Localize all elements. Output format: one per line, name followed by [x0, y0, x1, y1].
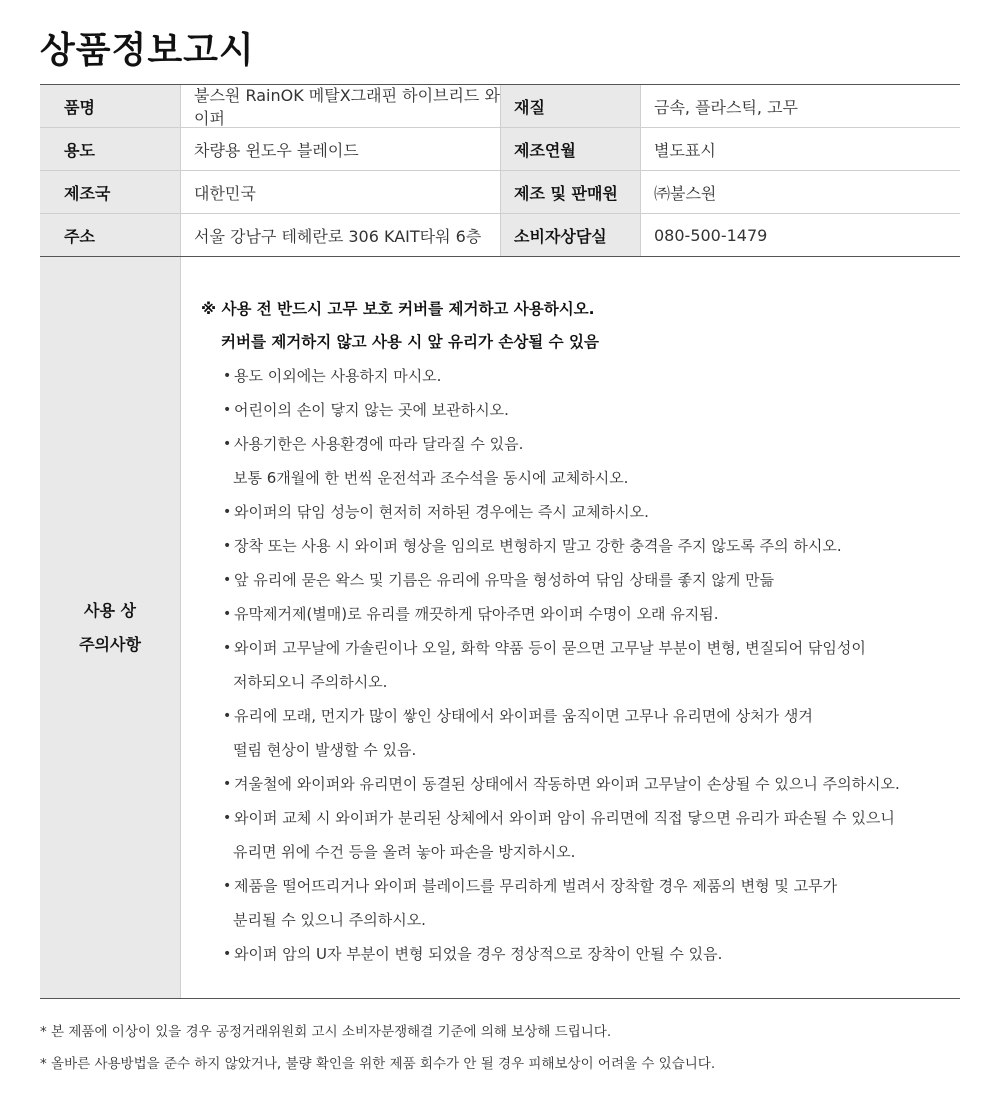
bullet-icon: •: [223, 776, 232, 792]
label-material: 재질: [500, 85, 640, 127]
footnotes: [40, 1016, 715, 1080]
bullet-icon: •: [223, 810, 232, 826]
caution-item-line: 분리될 수 있으니 주의하시오.: [233, 911, 426, 929]
bullet-icon: •: [223, 708, 232, 724]
caution-item-line: 겨울철에 와이퍼와 유리면이 동결된 상태에서 작동하면 와이퍼 고무날이 손상될 수 있으니 주의하시오.: [234, 775, 900, 793]
caution-item: [201, 359, 960, 393]
caution-item: [201, 869, 960, 937]
caution-item: [201, 393, 960, 427]
value-product-name: 불스원 RainOK 메탈X그래핀 하이브리드 와이퍼: [180, 85, 500, 127]
caution-label-line2: 주의사항: [79, 634, 141, 654]
caution-item-line: 어린이의 손이 닿지 않는 곳에 보관하시오.: [234, 401, 509, 419]
caution-item: [201, 529, 960, 563]
info-row-product-name: [40, 85, 960, 128]
product-info-table: [40, 84, 960, 999]
bullet-icon: •: [223, 878, 232, 894]
label-manufacturer: 제조 및 판매원: [500, 171, 640, 213]
info-row-address: [40, 214, 960, 257]
bullet-icon: •: [223, 368, 232, 384]
caution-item: [201, 699, 960, 767]
caution-item: [201, 427, 960, 495]
info-row-country: [40, 171, 960, 214]
label-product-name: 품명: [40, 85, 180, 127]
label-country: 제조국: [40, 171, 180, 213]
caution-label-line1: 사용 상: [84, 600, 136, 620]
caution-item-line: 와이퍼의 닦임 성능이 현저히 저하된 경우에는 즉시 교체하시오.: [234, 503, 649, 521]
bullet-icon: •: [223, 606, 232, 622]
value-usage: 차량용 윈도우 블레이드: [180, 128, 500, 170]
info-row-usage: [40, 128, 960, 171]
footnote: * 올바른 사용방법을 준수 하지 않았거나, 불량 확인을 위한 제품 회수가 안 될 경우 피해보상이 어려울 수 있습니다.: [40, 1056, 716, 1072]
caution-item-line: 유리에 모래, 먼지가 많이 쌓인 상태에서 와이퍼를 움직이면 고무나 유리면에 상처가 생겨: [234, 707, 813, 725]
caution-list: [201, 359, 960, 971]
bullet-icon: •: [223, 946, 232, 962]
bullet-icon: •: [223, 538, 232, 554]
caution-item-line: 유막제거제(별매)로 유리를 깨끗하게 닦아주면 와이퍼 수명이 오래 유지됨.: [234, 605, 719, 623]
bullet-icon: •: [223, 402, 232, 418]
value-material: 금속, 플라스틱, 고무: [640, 85, 960, 127]
bullet-icon: •: [223, 436, 232, 452]
caution-label: [40, 257, 180, 998]
bullet-icon: •: [223, 572, 232, 588]
bullet-icon: •: [223, 504, 232, 520]
caution-item: [201, 631, 960, 699]
caution-item-line: 보통 6개월에 한 번씩 운전석과 조수석을 동시에 교체하시오.: [233, 469, 629, 487]
value-address: 서울 강남구 테헤란로 306 KAIT타워 6층: [180, 214, 500, 256]
bullet-icon: •: [223, 640, 232, 656]
caution-item: [201, 767, 960, 801]
caution-item: [201, 597, 960, 631]
caution-item-line: 와이퍼 암의 U자 부분이 변형 되었을 경우 정상적으로 장착이 안될 수 있음.: [234, 945, 723, 963]
caution-item-line: 제품을 떨어뜨리거나 와이퍼 블레이드를 무리하게 벌려서 장착할 경우 제품의 변형 및 고무가: [234, 877, 838, 895]
caution-row: [40, 257, 960, 998]
caution-item: [201, 937, 960, 971]
caution-item-line: 떨림 현상이 발생할 수 있음.: [233, 741, 417, 759]
caution-item-line: 사용기한은 사용환경에 따라 달라질 수 있음.: [234, 435, 524, 453]
warning-sub: 커버를 제거하지 않고 사용 시 앞 유리가 손상될 수 있음: [221, 333, 599, 351]
value-manufacturer: ㈜불스원: [640, 171, 960, 213]
value-country: 대한민국: [180, 171, 500, 213]
label-manufacture-date: 제조연월: [500, 128, 640, 170]
caution-item-line: 앞 유리에 묻은 왁스 및 기름은 유리에 유막을 형성하여 닦임 상태를 좋지 않게 만듦: [234, 571, 775, 589]
label-customer-center: 소비자상담실: [500, 214, 640, 256]
caution-item: [201, 563, 960, 597]
caution-item-line: 유리면 위에 수건 등을 올려 놓아 파손을 방지하시오.: [233, 843, 576, 861]
label-usage: 용도: [40, 128, 180, 170]
caution-item: [201, 495, 960, 529]
caution-body: [180, 257, 960, 998]
caution-item-line: 와이퍼 교체 시 와이퍼가 분리된 상체에서 와이퍼 암이 유리면에 직접 닿으면 유리가 파손될 수 있으니: [234, 809, 895, 827]
caution-item-line: 저하되오니 주의하시오.: [233, 673, 388, 691]
caution-item-line: 장착 또는 사용 시 와이퍼 형상을 임의로 변형하지 말고 강한 충격을 주지 않도록 주의 하시오.: [234, 537, 842, 555]
caution-item-line: 용도 이외에는 사용하지 마시오.: [234, 367, 442, 385]
caution-item-line: 와이퍼 고무날에 가솔린이나 오일, 화학 약품 등이 묻으면 고무날 부분이 변형, 변질되어 닦임성이: [234, 639, 866, 657]
warning-main: ※ 사용 전 반드시 고무 보호 커버를 제거하고 사용하시오.: [201, 300, 595, 318]
footnote: * 본 제품에 이상이 있을 경우 공정거래위원회 고시 소비자분쟁해결 기준에 의해 보상해 드립니다.: [40, 1024, 612, 1040]
page-title: 상품정보고시: [40, 30, 255, 71]
label-address: 주소: [40, 214, 180, 256]
value-customer-center: 080-500-1479: [640, 214, 960, 256]
value-manufacture-date: 별도표시: [640, 128, 960, 170]
caution-item: [201, 801, 960, 869]
